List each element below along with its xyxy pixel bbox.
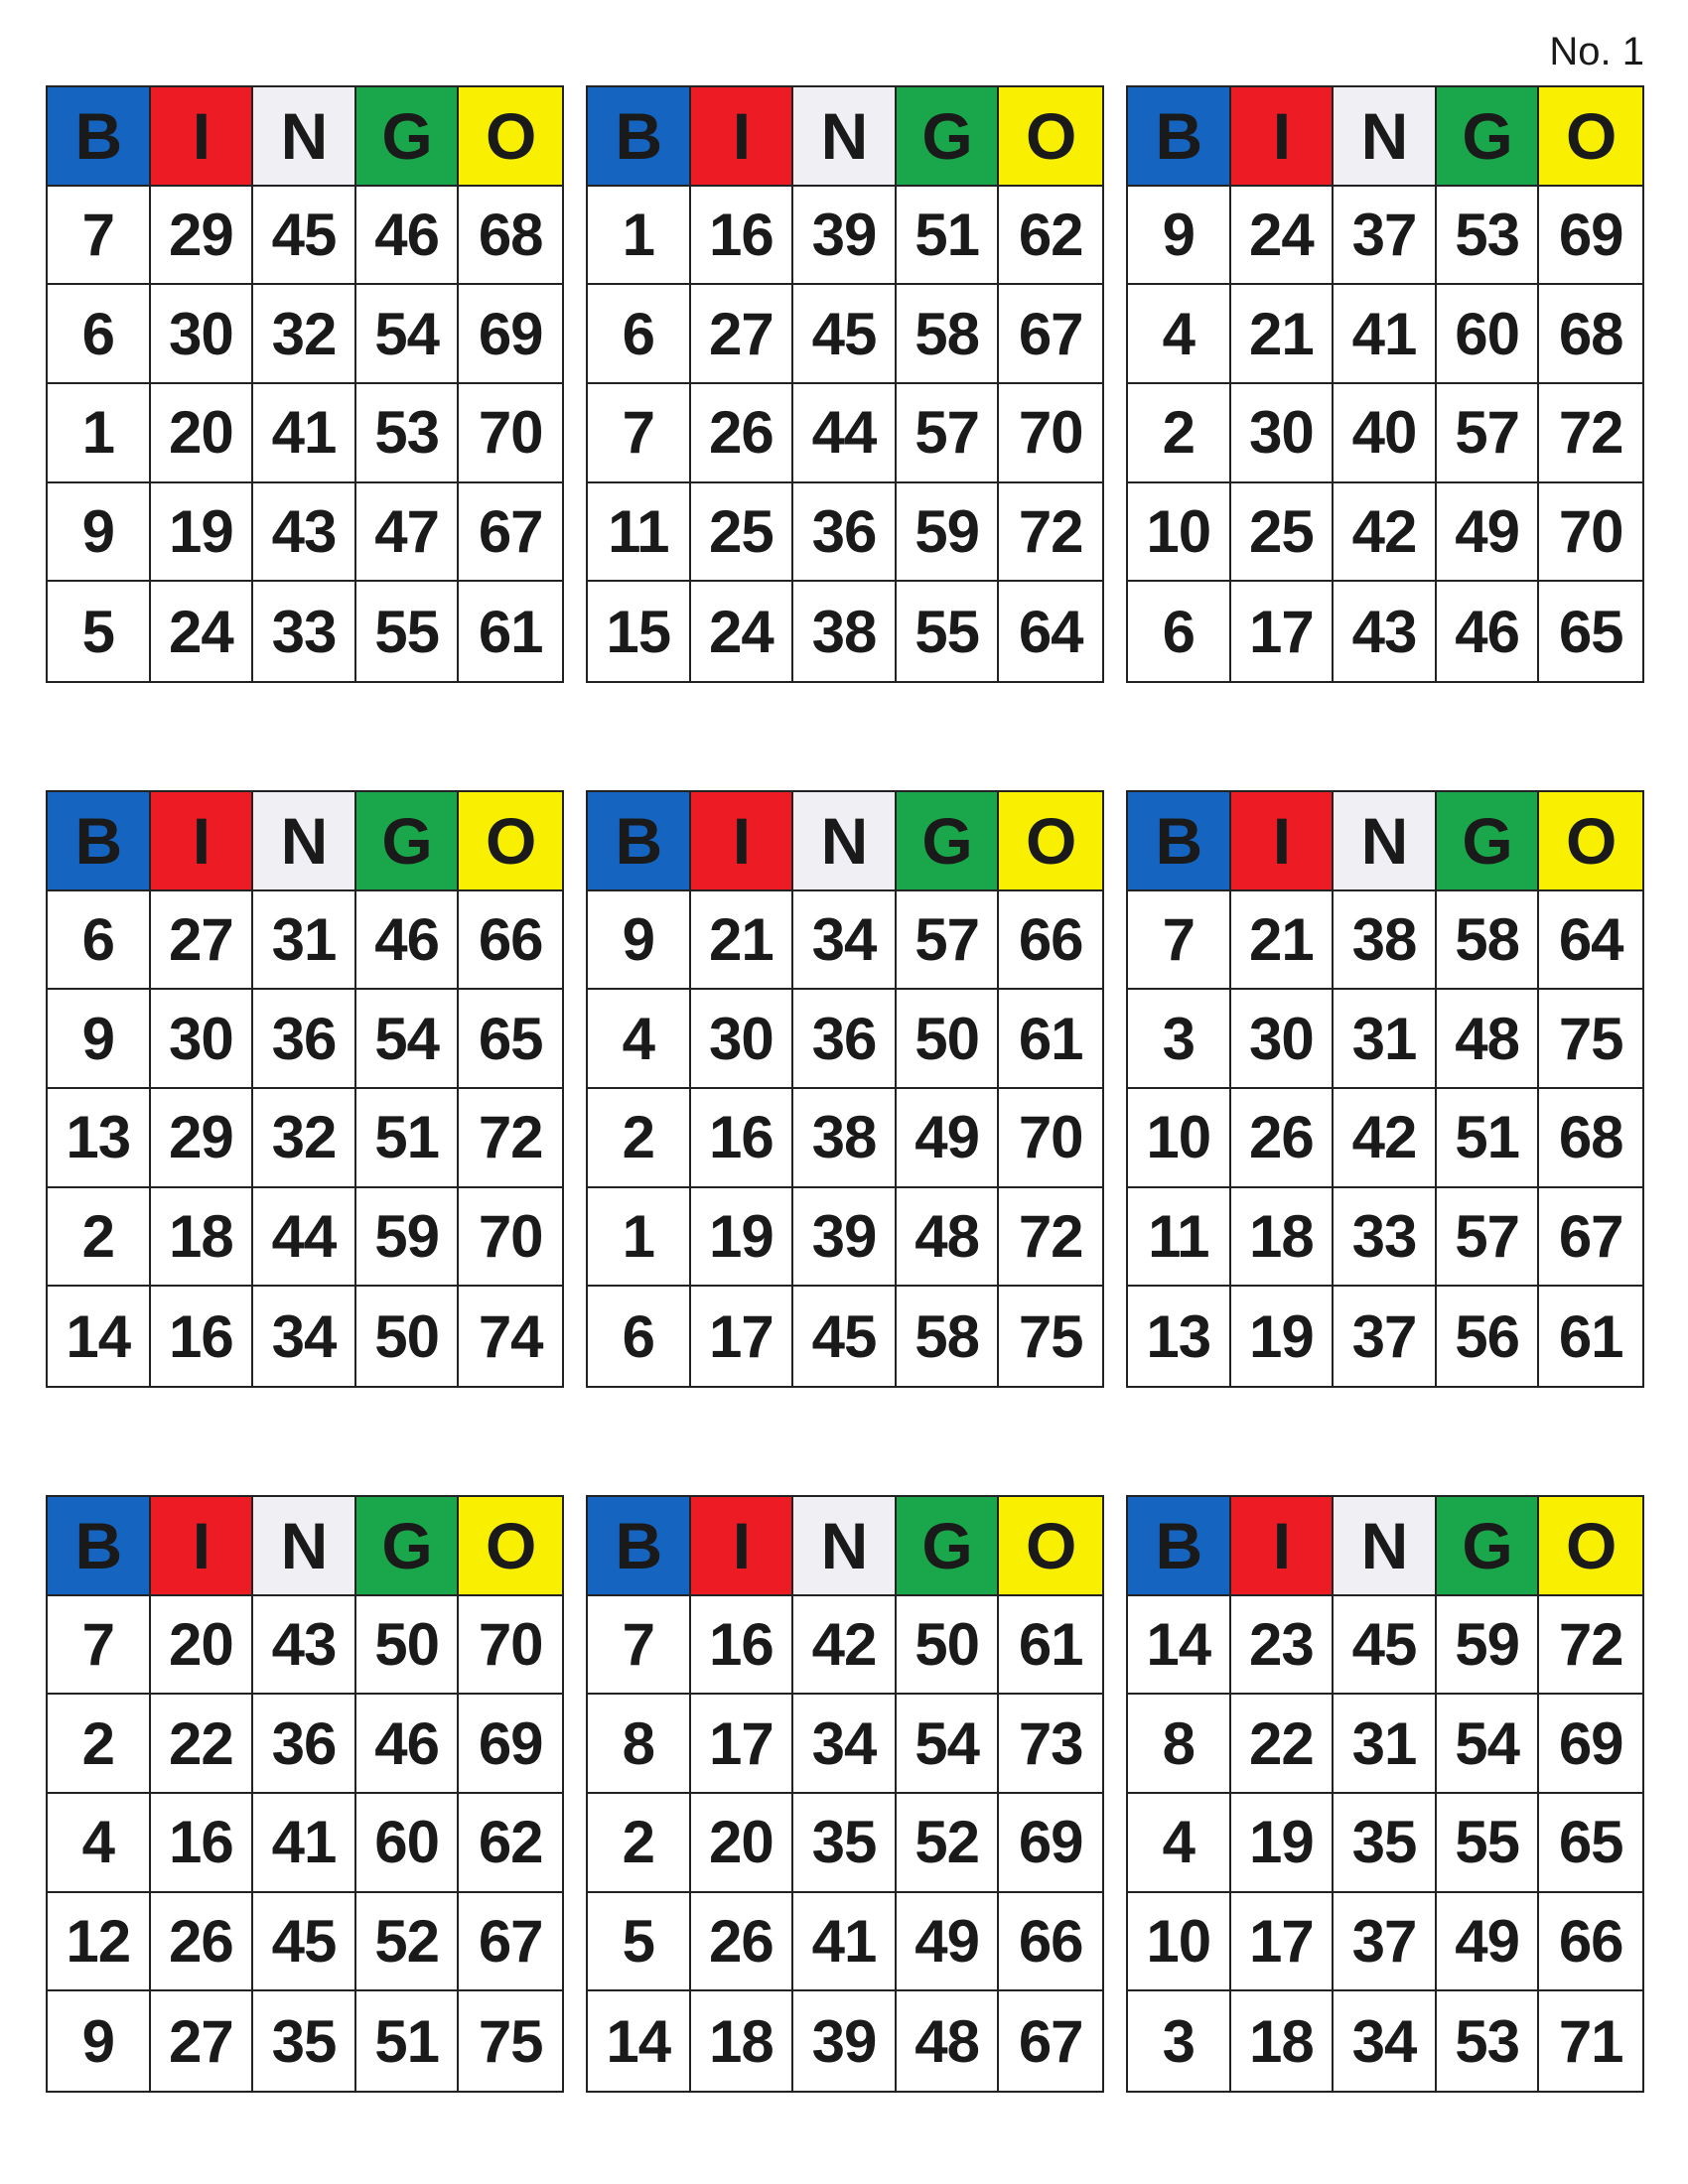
number-cell: 61 [1558, 1302, 1623, 1370]
number-cell: 68 [1539, 285, 1642, 384]
number-cell: 4 [48, 1794, 151, 1893]
number-cell: 45 [1334, 1596, 1437, 1696]
sheet-number-label: No. 1 [1549, 30, 1644, 73]
number-cell: 33 [253, 582, 356, 681]
number-cell: 34 [793, 1695, 897, 1794]
number-cell: 72 [999, 1188, 1102, 1288]
column-header-g: G [356, 1497, 460, 1596]
number-cell: 27 [151, 1991, 254, 2091]
number-cell: 51 [356, 1991, 460, 2091]
number-cell: 57 [897, 384, 1000, 483]
number-cell: 44 [793, 384, 897, 483]
column-header-i: I [151, 87, 254, 187]
number-cell: 66 [459, 891, 562, 991]
number-cell: 3 [1128, 1991, 1231, 2091]
number-cell: 37 [1334, 1893, 1437, 1992]
number-cell: 48 [1437, 990, 1540, 1089]
column-header-b: B [48, 87, 151, 187]
number-cell: 60 [1437, 285, 1540, 384]
number-cell: 49 [897, 1893, 1000, 1992]
number-cell: 27 [151, 891, 254, 991]
number-cell: 61 [999, 1596, 1102, 1696]
number-cell: 23 [1231, 1596, 1335, 1696]
number-cell: 21 [1231, 891, 1335, 991]
number-cell: 72 [1539, 1596, 1642, 1696]
number-cell: 41 [1334, 285, 1437, 384]
number-cell: 52 [897, 1794, 1000, 1893]
number-cell: 2 [588, 1794, 691, 1893]
number-cell: 16 [151, 1794, 254, 1893]
number-cell: 16 [691, 1596, 794, 1696]
number-cell: 9 [48, 1991, 151, 2091]
bingo-card [1126, 1495, 1644, 2093]
number-cell: 46 [356, 891, 460, 991]
number-cell: 70 [1539, 483, 1642, 583]
number-cell: 16 [691, 1089, 794, 1188]
number-cell: 17 [1231, 582, 1335, 681]
column-header-o: O [1539, 1497, 1642, 1596]
column-header-g: G [1437, 1497, 1540, 1596]
number-cell: 36 [793, 990, 897, 1089]
number-cell: 75 [1018, 1302, 1083, 1370]
number-cell: 13 [48, 1089, 151, 1188]
number-cell: 14 [588, 1991, 691, 2091]
number-cell: 6 [1128, 582, 1231, 681]
number-cell: 58 [897, 285, 1000, 384]
number-cell: 30 [1231, 990, 1335, 1089]
number-cell: 5 [48, 582, 151, 681]
number-cell: 75 [478, 2007, 543, 2075]
number-cell: 64 [1018, 598, 1083, 665]
number-cell: 17 [691, 1287, 794, 1386]
number-cell: 57 [897, 891, 1000, 991]
number-cell: 22 [1231, 1695, 1335, 1794]
column-header-b: B [588, 792, 691, 891]
number-cell: 39 [793, 1991, 897, 2091]
number-cell: 64 [1539, 891, 1642, 991]
column-header-i: I [1231, 1497, 1335, 1596]
number-cell: 14 [1128, 1596, 1231, 1696]
number-cell: 70 [459, 1188, 562, 1288]
number-cell: 31 [1334, 1695, 1437, 1794]
number-cell: 9 [1128, 187, 1231, 286]
number-cell: 54 [356, 990, 460, 1089]
column-header-g: G [356, 87, 460, 187]
column-header-n: N [1334, 1497, 1437, 1596]
number-cell: 20 [151, 1596, 254, 1696]
number-cell: 70 [459, 1596, 562, 1696]
number-cell: 26 [691, 1893, 794, 1992]
number-cell: 7 [48, 187, 151, 286]
number-cell: 35 [1334, 1794, 1437, 1893]
column-header-g: G [356, 792, 460, 891]
number-cell: 19 [151, 483, 254, 583]
number-cell: 2 [48, 1188, 151, 1288]
number-cell: 34 [793, 891, 897, 991]
number-cell: 73 [999, 1695, 1102, 1794]
number-cell: 24 [691, 582, 794, 681]
number-cell: 39 [793, 187, 897, 286]
number-cell: 56 [1437, 1287, 1540, 1386]
number-cell: 66 [999, 891, 1102, 991]
number-cell: 9 [48, 990, 151, 1089]
number-cell: 1 [48, 384, 151, 483]
number-cell: 38 [793, 582, 897, 681]
column-header-b: B [1128, 792, 1231, 891]
number-cell: 32 [253, 1089, 356, 1188]
bingo-card [46, 1495, 564, 2093]
number-cell: 6 [588, 1287, 691, 1386]
number-cell: 26 [691, 384, 794, 483]
number-cell: 67 [459, 483, 562, 583]
number-cell: 12 [48, 1893, 151, 1992]
number-cell: 10 [1128, 1893, 1231, 1992]
bingo-card [586, 85, 1104, 683]
number-cell: 24 [151, 582, 254, 681]
number-cell: 26 [151, 1893, 254, 1992]
number-cell: 9 [48, 483, 151, 583]
number-cell: 51 [897, 187, 1000, 286]
number-cell: 7 [588, 384, 691, 483]
number-cell: 25 [691, 483, 794, 583]
number-cell: 7 [588, 1596, 691, 1696]
number-cell: 34 [1334, 1991, 1437, 2091]
number-cell: 20 [691, 1794, 794, 1893]
number-cell: 59 [356, 1188, 460, 1288]
number-cell: 57 [1437, 1188, 1540, 1288]
bingo-card [1126, 85, 1644, 683]
number-cell: 67 [1018, 2007, 1083, 2075]
column-header-b: B [588, 1497, 691, 1596]
bingo-card [586, 790, 1104, 1388]
column-header-n: N [253, 792, 356, 891]
number-cell: 17 [1231, 1893, 1335, 1992]
column-header-i: I [691, 87, 794, 187]
number-cell: 53 [1437, 1991, 1540, 2091]
number-cell: 18 [1231, 1188, 1335, 1288]
bingo-card [586, 1495, 1104, 2093]
number-cell: 72 [999, 483, 1102, 583]
number-cell: 22 [151, 1695, 254, 1794]
number-cell: 52 [356, 1893, 460, 1992]
column-header-b: B [48, 792, 151, 891]
bingo-card [1126, 790, 1644, 1388]
number-cell: 51 [1437, 1089, 1540, 1188]
column-header-i: I [1231, 792, 1335, 891]
column-header-g: G [897, 1497, 1000, 1596]
number-cell: 65 [1558, 598, 1623, 665]
number-cell: 43 [253, 483, 356, 583]
column-header-b: B [1128, 87, 1231, 187]
number-cell: 37 [1334, 187, 1437, 286]
number-cell: 6 [48, 285, 151, 384]
number-cell: 11 [588, 483, 691, 583]
column-header-i: I [691, 1497, 794, 1596]
number-cell: 4 [1128, 285, 1231, 384]
number-cell: 21 [691, 891, 794, 991]
number-cell: 72 [1539, 384, 1642, 483]
number-cell: 5 [588, 1893, 691, 1992]
number-cell: 68 [459, 187, 562, 286]
number-cell: 46 [356, 1695, 460, 1794]
number-cell: 41 [793, 1893, 897, 1992]
number-cell: 65 [459, 990, 562, 1089]
number-cell: 49 [1437, 1893, 1540, 1992]
number-cell: 41 [253, 1794, 356, 1893]
number-cell: 69 [1539, 1695, 1642, 1794]
number-cell: 62 [459, 1794, 562, 1893]
number-cell: 7 [1128, 891, 1231, 991]
number-cell: 30 [691, 990, 794, 1089]
number-cell: 71 [1558, 2007, 1623, 2075]
number-cell: 4 [1128, 1794, 1231, 1893]
number-cell: 7 [48, 1596, 151, 1696]
number-cell: 59 [897, 483, 1000, 583]
number-cell: 25 [1231, 483, 1335, 583]
number-cell: 58 [1437, 891, 1540, 991]
bingo-card [46, 85, 564, 683]
number-cell: 74 [478, 1302, 543, 1370]
number-cell: 1 [588, 187, 691, 286]
number-cell: 8 [1128, 1695, 1231, 1794]
column-header-i: I [151, 1497, 254, 1596]
column-header-o: O [1539, 792, 1642, 891]
number-cell: 50 [356, 1287, 460, 1386]
number-cell: 11 [1128, 1188, 1231, 1288]
number-cell: 46 [1437, 582, 1540, 681]
number-cell: 18 [1231, 1991, 1335, 2091]
number-cell: 6 [588, 285, 691, 384]
number-cell: 36 [253, 990, 356, 1089]
number-cell: 49 [1437, 483, 1540, 583]
number-cell: 53 [356, 384, 460, 483]
column-header-b: B [48, 1497, 151, 1596]
column-header-n: N [1334, 87, 1437, 187]
number-cell: 38 [793, 1089, 897, 1188]
column-header-i: I [151, 792, 254, 891]
number-cell: 35 [793, 1794, 897, 1893]
number-cell: 42 [1334, 1089, 1437, 1188]
number-cell: 57 [1437, 384, 1540, 483]
number-cell: 13 [1128, 1287, 1231, 1386]
number-cell: 39 [793, 1188, 897, 1288]
column-header-n: N [793, 792, 897, 891]
column-header-o: O [1539, 87, 1642, 187]
number-cell: 2 [1128, 384, 1231, 483]
number-cell: 59 [1437, 1596, 1540, 1696]
column-header-o: O [459, 1497, 562, 1596]
number-cell: 69 [459, 1695, 562, 1794]
number-cell: 3 [1128, 990, 1231, 1089]
number-cell: 67 [1539, 1188, 1642, 1288]
number-cell: 55 [356, 582, 460, 681]
number-cell: 66 [999, 1893, 1102, 1992]
number-cell: 69 [1539, 187, 1642, 286]
number-cell: 65 [1539, 1794, 1642, 1893]
number-cell: 19 [1231, 1794, 1335, 1893]
column-header-n: N [1334, 792, 1437, 891]
number-cell: 38 [1334, 891, 1437, 991]
number-cell: 45 [253, 1893, 356, 1992]
number-cell: 2 [48, 1695, 151, 1794]
number-cell: 40 [1334, 384, 1437, 483]
column-header-g: G [1437, 792, 1540, 891]
number-cell: 4 [588, 990, 691, 1089]
number-cell: 30 [151, 285, 254, 384]
number-cell: 43 [1334, 582, 1437, 681]
number-cell: 19 [691, 1188, 794, 1288]
column-header-o: O [459, 792, 562, 891]
number-cell: 10 [1128, 1089, 1231, 1188]
number-cell: 20 [151, 384, 254, 483]
number-cell: 36 [793, 483, 897, 583]
number-cell: 21 [1231, 285, 1335, 384]
number-cell: 67 [459, 1893, 562, 1992]
number-cell: 30 [151, 990, 254, 1089]
number-cell: 32 [253, 285, 356, 384]
number-cell: 6 [48, 891, 151, 991]
number-cell: 14 [48, 1287, 151, 1386]
column-header-n: N [793, 1497, 897, 1596]
number-cell: 42 [1334, 483, 1437, 583]
column-header-b: B [588, 87, 691, 187]
number-cell: 10 [1128, 483, 1231, 583]
column-header-o: O [999, 1497, 1102, 1596]
column-header-o: O [999, 792, 1102, 891]
column-header-n: N [253, 87, 356, 187]
number-cell: 75 [1539, 990, 1642, 1089]
number-cell: 31 [253, 891, 356, 991]
number-cell: 48 [897, 1188, 1000, 1288]
number-cell: 48 [897, 1991, 1000, 2091]
column-header-o: O [999, 87, 1102, 187]
column-header-n: N [793, 87, 897, 187]
number-cell: 2 [588, 1089, 691, 1188]
number-cell: 15 [588, 582, 691, 681]
number-cell: 18 [151, 1188, 254, 1288]
number-cell: 68 [1539, 1089, 1642, 1188]
number-cell: 16 [691, 187, 794, 286]
number-cell: 43 [253, 1596, 356, 1696]
number-cell: 45 [253, 187, 356, 286]
number-cell: 41 [253, 384, 356, 483]
column-header-g: G [897, 87, 1000, 187]
number-cell: 34 [253, 1287, 356, 1386]
column-header-i: I [691, 792, 794, 891]
column-header-n: N [253, 1497, 356, 1596]
number-cell: 37 [1334, 1287, 1437, 1386]
number-cell: 44 [253, 1188, 356, 1288]
number-cell: 45 [793, 1287, 897, 1386]
number-cell: 60 [356, 1794, 460, 1893]
number-cell: 51 [356, 1089, 460, 1188]
number-cell: 46 [356, 187, 460, 286]
number-cell: 45 [793, 285, 897, 384]
number-cell: 54 [1437, 1695, 1540, 1794]
number-cell: 61 [478, 598, 543, 665]
number-cell: 47 [356, 483, 460, 583]
number-cell: 29 [151, 187, 254, 286]
number-cell: 55 [1437, 1794, 1540, 1893]
number-cell: 30 [1231, 384, 1335, 483]
column-header-g: G [1437, 87, 1540, 187]
number-cell: 61 [999, 990, 1102, 1089]
number-cell: 9 [588, 891, 691, 991]
number-cell: 53 [1437, 187, 1540, 286]
number-cell: 58 [897, 1287, 1000, 1386]
column-header-o: O [459, 87, 562, 187]
number-cell: 55 [897, 582, 1000, 681]
number-cell: 66 [1539, 1893, 1642, 1992]
number-cell: 62 [999, 187, 1102, 286]
number-cell: 33 [1334, 1188, 1437, 1288]
column-header-g: G [897, 792, 1000, 891]
number-cell: 50 [897, 1596, 1000, 1696]
number-cell: 42 [793, 1596, 897, 1696]
number-cell: 50 [356, 1596, 460, 1696]
number-cell: 70 [999, 384, 1102, 483]
number-cell: 70 [999, 1089, 1102, 1188]
number-cell: 49 [897, 1089, 1000, 1188]
number-cell: 54 [897, 1695, 1000, 1794]
number-cell: 70 [459, 384, 562, 483]
number-cell: 18 [691, 1991, 794, 2091]
number-cell: 36 [253, 1695, 356, 1794]
number-cell: 69 [999, 1794, 1102, 1893]
number-cell: 17 [691, 1695, 794, 1794]
number-cell: 19 [1231, 1287, 1335, 1386]
number-cell: 26 [1231, 1089, 1335, 1188]
column-header-i: I [1231, 87, 1335, 187]
number-cell: 54 [356, 285, 460, 384]
number-cell: 29 [151, 1089, 254, 1188]
number-cell: 8 [588, 1695, 691, 1794]
bingo-card [46, 790, 564, 1388]
number-cell: 50 [897, 990, 1000, 1089]
number-cell: 67 [999, 285, 1102, 384]
number-cell: 72 [459, 1089, 562, 1188]
column-header-b: B [1128, 1497, 1231, 1596]
number-cell: 24 [1231, 187, 1335, 286]
number-cell: 27 [691, 285, 794, 384]
number-cell: 1 [588, 1188, 691, 1288]
number-cell: 31 [1334, 990, 1437, 1089]
number-cell: 16 [151, 1287, 254, 1386]
number-cell: 69 [459, 285, 562, 384]
number-cell: 35 [253, 1991, 356, 2091]
